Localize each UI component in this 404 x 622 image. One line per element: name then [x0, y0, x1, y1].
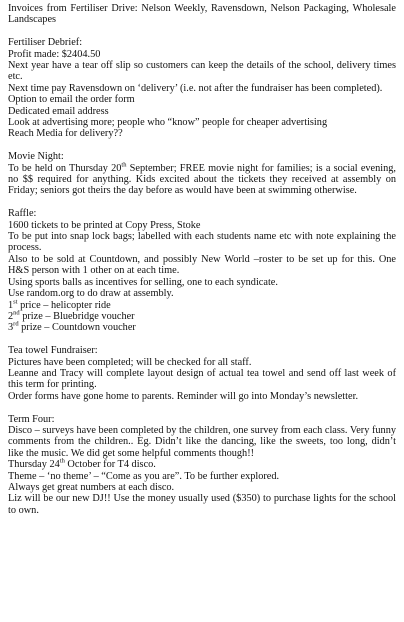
movie-date-text: To be held on Thursday 20	[8, 162, 122, 174]
debrief-point-email-address: Dedicated email address	[8, 105, 109, 117]
raffle-point-random-org: Use random.org to do draw at assembly.	[8, 288, 174, 300]
tea-towel-heading: Tea towel Fundraiser:	[8, 345, 98, 357]
raffle-point-countdown: Also to be sold at Countdown, and possibly New World –roster to be set up for this. One H&S person with 1 other on at each time.	[8, 253, 396, 277]
tea-towel-section	[8, 345, 396, 402]
raffle-third-prize	[8, 322, 396, 333]
raffle-point-sports-balls: Using sports balls as incentives for selling, one to each syndicate.	[8, 276, 278, 288]
debrief-point-advertising: Look at advertising more; people who “know” people for cheaper advertising	[8, 117, 328, 129]
term-four-point-disco-surveys: Disco – surveys have been completed by the children, one survey from each class. Very funny comments from the children.. Eg. Didn’t like the dancing, like the sweets, too long, didn’t like the music. We did get some helpful comments though!!	[8, 424, 396, 459]
tea-towel-point-pictures: Pictures have been completed; will be checked for all staff.	[8, 356, 252, 368]
term-four-heading: Term Four:	[8, 413, 55, 425]
term-four-point-numbers: Always get great numbers at each disco.	[8, 481, 175, 493]
raffle-first-prize	[8, 300, 396, 311]
third-prize-suffix: rd	[13, 320, 19, 328]
movie-details-text: September; FREE movie night for families; is a social evening, no $$ required for anything. Kids excited about the tickets they received at assembly on Friday; seniors got theirs the day before as would have been at swimming otherwise.	[8, 162, 397, 197]
raffle-heading: Raffle:	[8, 208, 37, 220]
raffle-point-tickets: 1600 tickets to be printed at Copy Press, Stoke	[8, 219, 201, 231]
profit-made-line: Profit made: $2404.50	[8, 48, 101, 60]
movie-night-section	[8, 151, 396, 197]
invoices-text: Invoices from Fertiliser Drive: Nelson Weekly, Ravensdown, Nelson Packaging, Wholesale Landscapes	[8, 3, 396, 26]
first-prize-suffix: st	[13, 298, 18, 306]
debrief-point-tear-off: Next year have a tear off slip so customers can keep the details of the school, delivery times etc.	[8, 60, 396, 83]
debrief-point-email-form: Option to email the order form	[8, 94, 135, 106]
second-prize-text: prize – Bluebridge voucher	[19, 310, 135, 322]
fertiliser-debrief-section	[8, 37, 396, 140]
invoices-section	[8, 3, 396, 26]
first-prize-number: 1	[8, 299, 14, 311]
movie-night-text	[8, 163, 396, 197]
first-prize-text: price – helicopter ride	[17, 299, 111, 311]
second-prize-suffix: nd	[13, 309, 20, 317]
disco-date-text: Thursday 24	[8, 459, 60, 471]
raffle-point-snap-lock: To be put into snap lock bags; labelled with each students name etc with note explaining the process.	[8, 231, 396, 254]
term-four-section	[8, 414, 396, 517]
fertiliser-debrief-heading: Fertiliser Debrief:	[8, 37, 83, 49]
raffle-section	[8, 208, 396, 333]
second-prize-number: 2	[8, 310, 14, 322]
third-prize-text: prize – Countdown voucher	[18, 322, 136, 334]
third-prize-number: 3	[8, 322, 14, 334]
term-four-point-disco-date	[8, 459, 396, 470]
debrief-point-pay-ravensdown: Next time pay Ravensdown on ‘delivery’ (i.e. not after the fundraiser has been completed).	[8, 82, 383, 94]
movie-night-heading: Movie Night:	[8, 151, 64, 163]
debrief-point-reach-media: Reach Media for delivery??	[8, 128, 123, 140]
tea-towel-point-layout: Leanne and Tracy will complete layout design of actual tea towel and send off last week of this term for printing.	[8, 367, 396, 391]
term-four-point-theme: Theme – ‘no theme’ – “Come as you are”. To be further explored.	[8, 470, 280, 482]
disco-date-suffix: th	[59, 457, 65, 465]
term-four-point-dj: Liz will be our new DJ!! Use the money usually used ($350) to purchase lights for the school to own.	[8, 493, 396, 516]
tea-towel-point-order-forms: Order forms have gone home to parents. Reminder will go into Monday’s newsletter.	[8, 390, 359, 402]
disco-date-detail: October for T4 disco.	[64, 459, 156, 471]
movie-date-suffix: th	[121, 161, 127, 169]
raffle-second-prize	[8, 311, 396, 322]
